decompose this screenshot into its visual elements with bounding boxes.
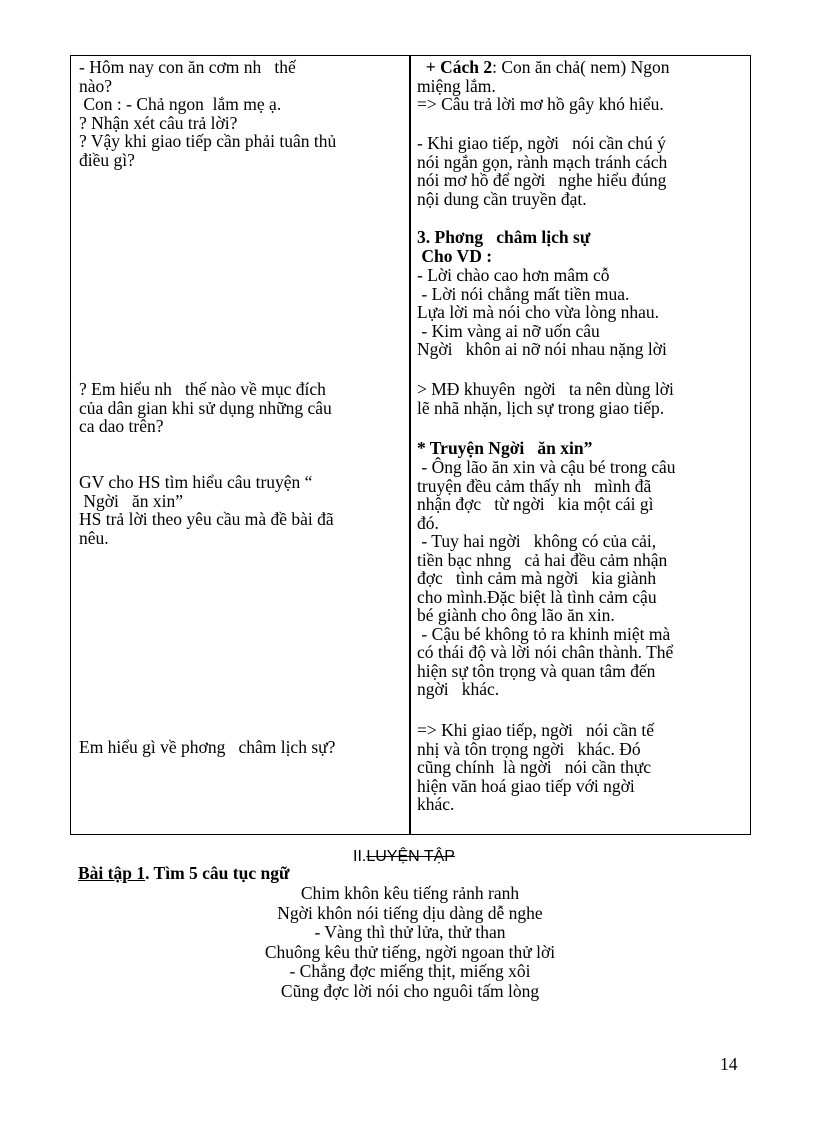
proverb-line: - Chẳng đợc miếng thịt, miếng xôi xyxy=(289,961,531,981)
heading-phuong-cham-lich-su: 3. Phơng châm lịch sự Cho VD : xyxy=(417,227,591,266)
right-block-5: - Ông lão ăn xin và cậu bé trong câu truyện đều cảm thấy nh mình đã nhận đợc từ ngời kia một cái gì đó. - Tuy hai ngời không có của cải, tiền bạc nhng cả hai đều cảm nhận đợc tình cảm mà ngời kia giành cho mình.Đặc biệt là tình cảm cậu bé giành cho ông lão ăn xin. - Cậu bé không tỏ ra khinh miệt mà có thái độ và lời nói chân thành. Thể hiện sự tôn trọng và quan tâm đến ngời khác. xyxy=(417,457,676,699)
right-block-1: + Cách 2: Con ăn chả( nem) Ngon miệng lắm. => Câu trả lời mơ hồ gây khó hiểu. xyxy=(417,57,670,114)
proverb-line: Ngời khôn nói tiếng dịu dàng dễ nghe xyxy=(277,902,543,923)
left-block-2: ? Em hiểu nh thế nào về mục đích của dân gian khi sử dụng những câu ca dao trên? xyxy=(79,379,332,436)
exercise-title: Bài tập 1. Tìm 5 câu tục ngữ xyxy=(78,863,290,883)
proverb-line: Chuông kêu thử tiếng, ngời ngoan thử lời xyxy=(264,941,556,962)
proverb-line: - Vàng thì thử lửa, thử than xyxy=(314,922,506,942)
cach2-label: + Cách 2 xyxy=(425,57,493,77)
lesson-table xyxy=(70,55,751,835)
page-number: 14 xyxy=(720,1054,738,1074)
left-block-1: - Hôm nay con ăn cơm nh thế nào? Con : - Chả ngon lắm mẹ ạ. ? Nhận xét câu trả lời? ? Vậy khi giao tiếp cần phải tuân thủ điều gì? xyxy=(79,57,337,170)
heading-truyen-nguoi-an-xin: * Truyện Ngời ăn xin” xyxy=(417,438,593,458)
section-title: II.LUYỆN TẬP xyxy=(353,848,455,865)
left-block-3: GV cho HS tìm hiểu câu truyện “ Ngời ăn xin” HS trả lời theo yêu cầu mà đề bài đã nêu. xyxy=(79,472,334,548)
column-divider xyxy=(409,56,411,834)
right-block-3: - Lời chào cao hơn mâm cỗ - Lời nói chẳng mất tiền mua. Lựa lời mà nói cho vừa lòng nhau. - Kim vàng ai nỡ uốn câu Ngời khôn ai nỡ nói nhau nặng lời xyxy=(417,265,667,359)
left-block-4: Em hiểu gì về phơng châm lịch sự? xyxy=(79,737,336,757)
right-block-2: - Khi giao tiếp, ngời nói cần chú ý nói ngắn gọn, rành mạch tránh cách nói mơ hồ để ngời nghe hiểu đúng nội dung cần truyền đạt. xyxy=(417,133,668,209)
proverb-line: Chim khôn kêu tiếng rảnh ranh xyxy=(300,883,520,903)
right-block-4: > MĐ khuyên ngời ta nên dùng lời lẽ nhã nhặn, lịch sự trong giao tiếp. xyxy=(417,379,674,418)
right-block-6: => Khi giao tiếp, ngời nói cần tế nhị và tôn trọng ngời khác. Đó cũng chính là ngời nói cần thực hiện văn hoá giao tiếp với ngời khác. xyxy=(417,720,655,814)
proverb-line: Cũng đợc lời nói cho nguôi tấm lòng xyxy=(280,980,540,1001)
proverb-lines xyxy=(200,884,620,1001)
